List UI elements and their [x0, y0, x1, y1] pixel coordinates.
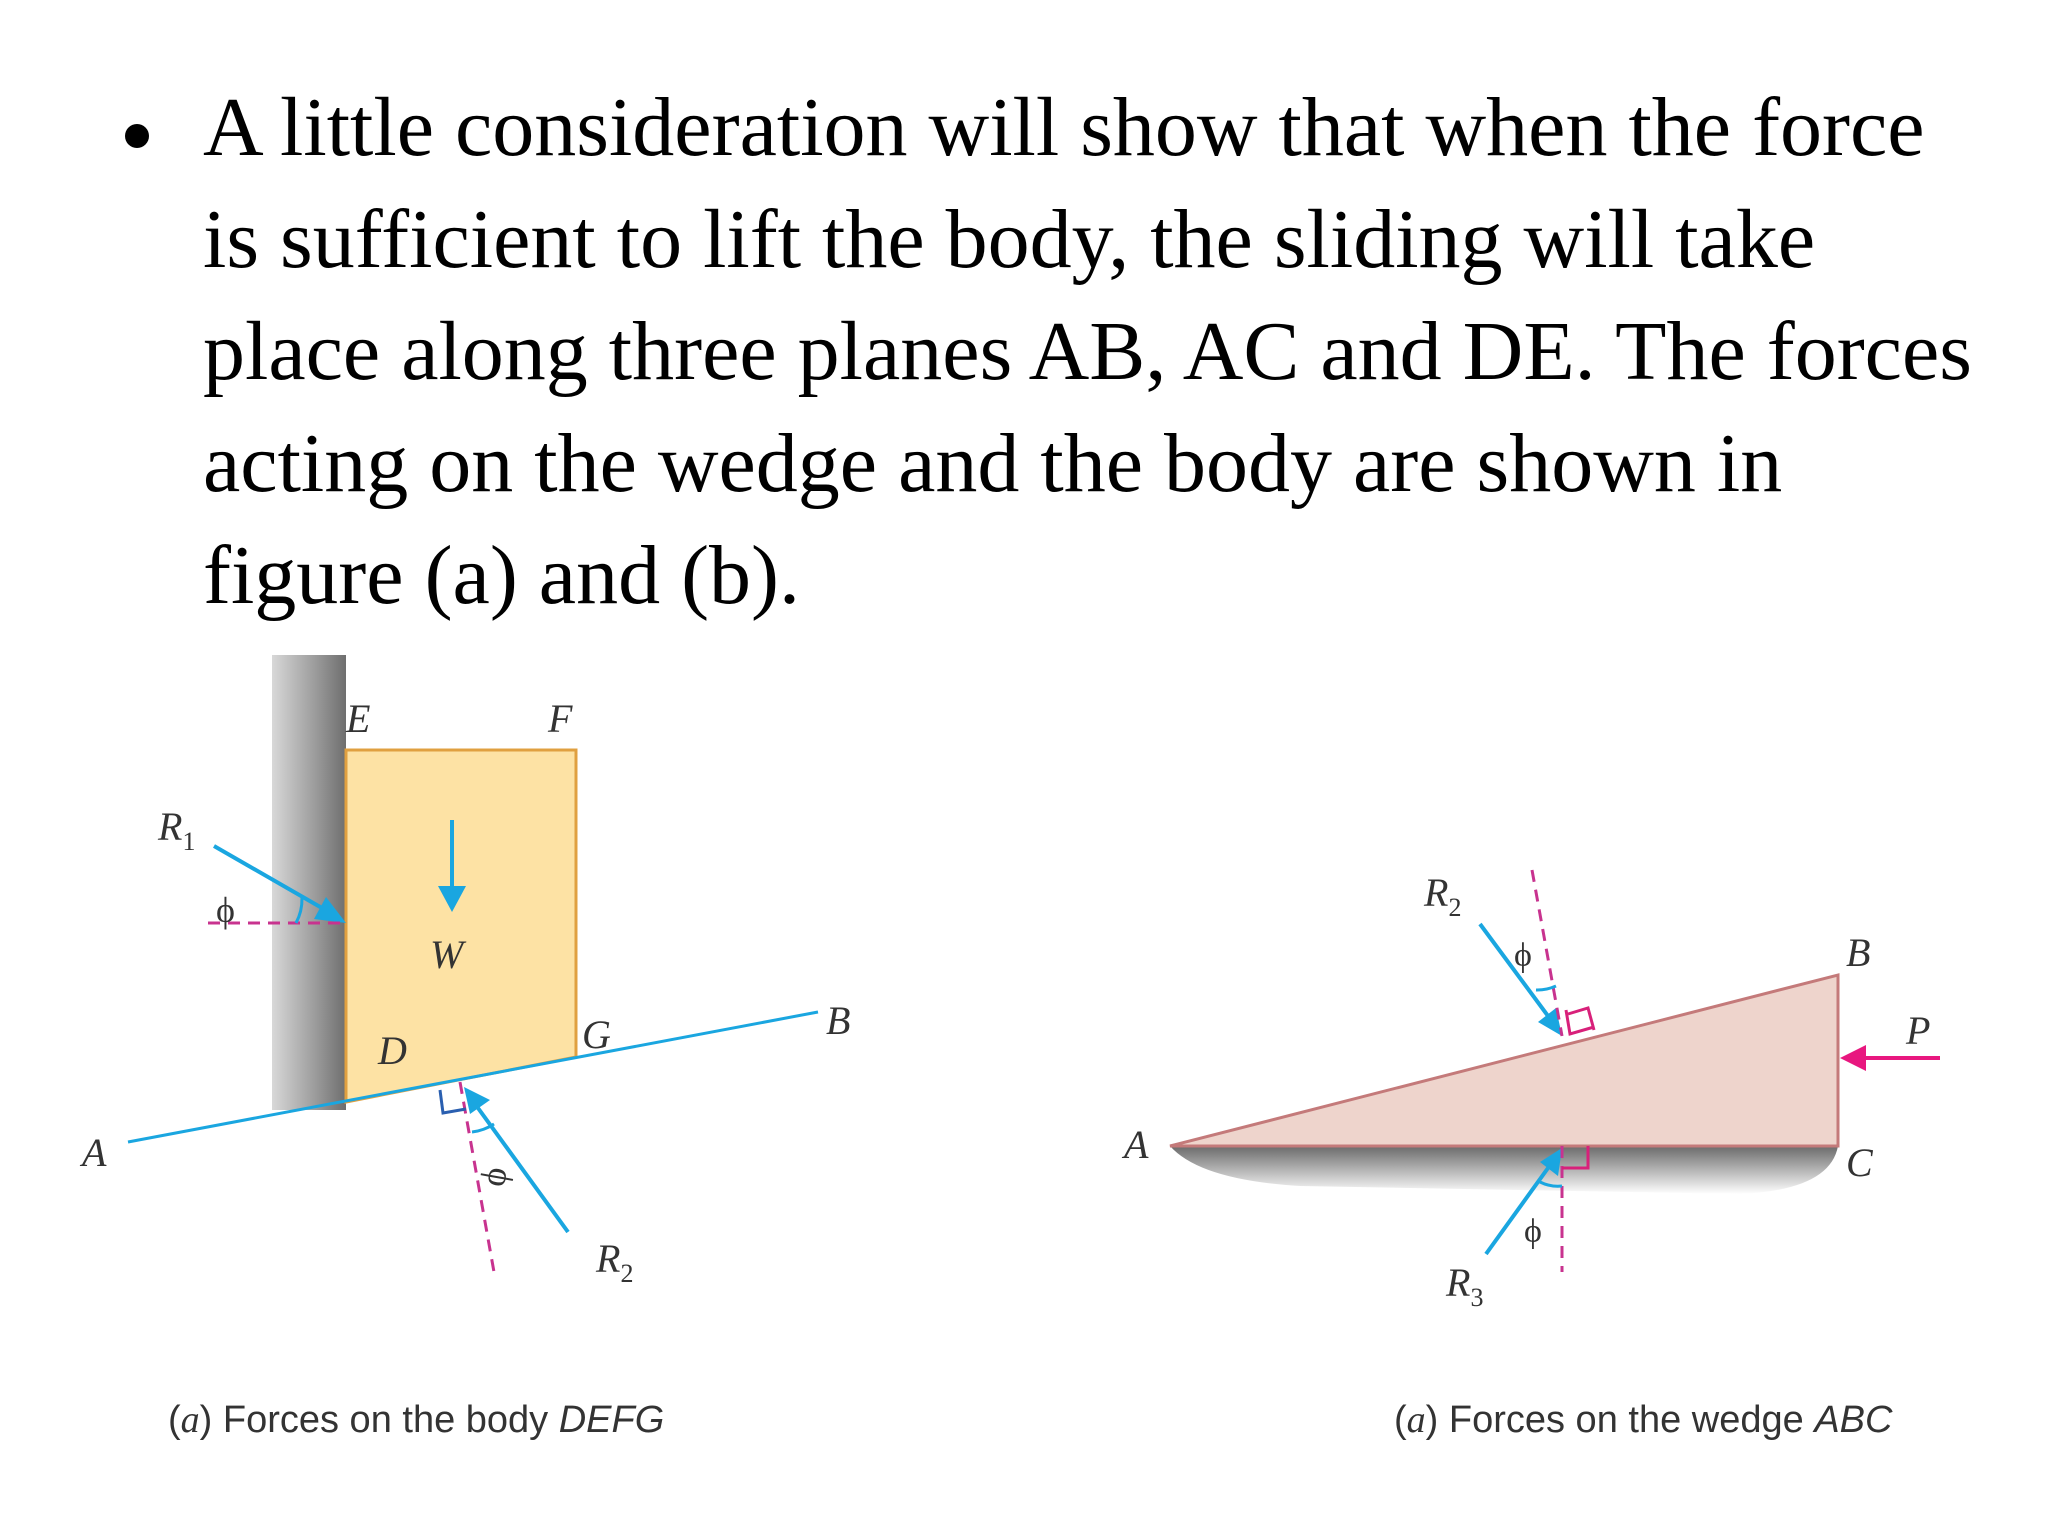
- label-g: G: [582, 1012, 611, 1057]
- label-phi-r3: ϕ: [1524, 1213, 1542, 1250]
- label-r3: $R_3$: [1446, 1260, 1484, 1312]
- label-r1: $R_1$: [158, 804, 196, 856]
- p-arrowhead: [1840, 1045, 1866, 1071]
- label-f: F: [548, 696, 573, 741]
- label-b-wedge: B: [1846, 930, 1871, 975]
- label-a: A: [82, 1130, 107, 1175]
- label-b: B: [826, 998, 851, 1043]
- label-phi-r2: ϕ: [472, 1163, 515, 1190]
- label-w: W: [430, 932, 464, 977]
- bullet-text: A little consideration will show that when the force is sufficient to lift the body, the sliding will take place along three planes AB, AC and DE. The forces acting on the wedge and the body are shown in figure (a) and (b).: [203, 81, 1972, 622]
- r2-wedge-normal-dash: [1532, 870, 1562, 1036]
- label-phi-r1: ϕ: [216, 890, 235, 930]
- caption-b: (a) Forces on the wedge ABC: [1394, 1399, 1893, 1441]
- ground-shadow: [1170, 1146, 1838, 1194]
- label-d: D: [378, 1028, 407, 1073]
- label-phi-r2-wedge: ϕ: [1514, 937, 1532, 974]
- label-p: P: [1906, 1008, 1931, 1053]
- wedge-abc: [1170, 975, 1838, 1146]
- caption-a: (a) Forces on the body DEFG: [168, 1399, 665, 1441]
- label-r2: $R_2$: [596, 1236, 634, 1288]
- figure-b: [1121, 870, 1940, 1441]
- label-r2-wedge: $R_2$: [1424, 870, 1462, 922]
- wall: [272, 655, 346, 1110]
- label-c-wedge: C: [1846, 1140, 1873, 1185]
- label-a-wedge: A: [1124, 1122, 1149, 1167]
- label-e: E: [346, 696, 371, 741]
- figure-a: [79, 655, 850, 1441]
